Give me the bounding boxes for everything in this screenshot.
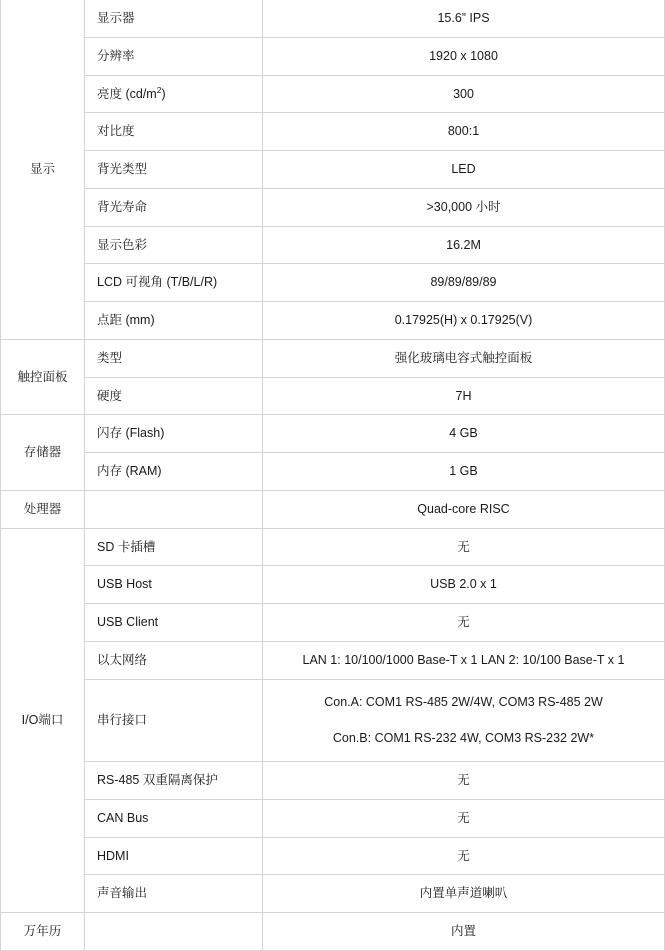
- spec-item-value: USB 2.0 x 1: [263, 566, 665, 604]
- table-row: [1, 113, 665, 151]
- table-row: [1, 75, 665, 113]
- spec-item-value: 16.2M: [263, 226, 665, 264]
- spec-value-line: Con.A: COM1 RS-485 2W/4W, COM3 RS-485 2W: [324, 694, 603, 709]
- spec-item-value: [263, 679, 665, 762]
- spec-item-label: 背光寿命: [85, 188, 263, 226]
- table-row: [1, 604, 665, 642]
- spec-item-label-tail: ): [161, 86, 166, 101]
- spec-item-label: [85, 913, 263, 951]
- spec-item-value: 强化玻璃电容式触控面板: [263, 339, 665, 377]
- table-row: [1, 151, 665, 189]
- spec-value-line: Con.B: COM1 RS-232 4W, COM3 RS-232 2W*: [332, 731, 595, 746]
- spec-item-label: HDMI: [85, 837, 263, 875]
- spec-item-label: RS-485 双重隔离保护: [85, 762, 263, 800]
- group-label-rtc: 万年历: [1, 913, 85, 951]
- table-row: [1, 837, 665, 875]
- table-row: [1, 528, 665, 566]
- table-row: [1, 679, 665, 762]
- spec-item-value: 15.6” IPS: [263, 0, 665, 37]
- spec-value-lines: [271, 684, 656, 758]
- table-row: [1, 339, 665, 377]
- spec-item-label: 背光类型: [85, 151, 263, 189]
- table-row: [1, 0, 665, 37]
- spec-item-label: SD 卡插槽: [85, 528, 263, 566]
- spec-item-value: 800:1: [263, 113, 665, 151]
- table-row: [1, 641, 665, 679]
- spec-item-value: LAN 1: 10/100/1000 Base-T x 1 LAN 2: 10/100 Base-T x 1: [263, 641, 665, 679]
- spec-item-label: 硬度: [85, 377, 263, 415]
- table-row: [1, 302, 665, 340]
- table-row: [1, 415, 665, 453]
- group-label-processor: 处理器: [1, 490, 85, 528]
- spec-item-label: 显示器: [85, 0, 263, 37]
- spec-item-label: USB Host: [85, 566, 263, 604]
- spec-item-label: 内存 (RAM): [85, 453, 263, 491]
- table-row: [1, 566, 665, 604]
- spec-item-label: 显示色彩: [85, 226, 263, 264]
- table-row: [1, 453, 665, 491]
- spec-item-value: LED: [263, 151, 665, 189]
- spec-item-label: 点距 (mm): [85, 302, 263, 340]
- spec-item-value: >30,000 小时: [263, 188, 665, 226]
- spec-item-value: 300: [263, 75, 665, 113]
- spec-item-label: 串行接口: [85, 679, 263, 762]
- spec-item-label: LCD 可视角 (T/B/L/R): [85, 264, 263, 302]
- spec-item-value: 4 GB: [263, 415, 665, 453]
- spec-item-value: 7H: [263, 377, 665, 415]
- spec-item-label-text: 亮度 (cd/m: [97, 86, 157, 101]
- spec-item-label: 对比度: [85, 113, 263, 151]
- spec-item-label: 闪存 (Flash): [85, 415, 263, 453]
- spec-item-value: 内置: [263, 913, 665, 951]
- spec-item-label: 以太网络: [85, 641, 263, 679]
- spec-item-label: USB Client: [85, 604, 263, 642]
- spec-item-value: 1920 x 1080: [263, 37, 665, 75]
- table-row: [1, 377, 665, 415]
- table-row: [1, 188, 665, 226]
- spec-item-value: 无: [263, 837, 665, 875]
- spec-item-label: 声音输出: [85, 875, 263, 913]
- spec-item-label-superscript: 2: [156, 84, 162, 95]
- group-label-display: 显示: [1, 0, 85, 339]
- table-row: [1, 37, 665, 75]
- spec-item-value: 无: [263, 799, 665, 837]
- group-label-touch-panel: 触控面板: [1, 339, 85, 415]
- spec-item-value: 0.17925(H) x 0.17925(V): [263, 302, 665, 340]
- spec-item-value: 无: [263, 528, 665, 566]
- spec-item-value: 内置单声道喇叭: [263, 875, 665, 913]
- table-row: [1, 490, 665, 528]
- table-row: [1, 875, 665, 913]
- spec-item-label: 分辨率: [85, 37, 263, 75]
- table-row: [1, 799, 665, 837]
- group-label-storage: 存储器: [1, 415, 85, 491]
- spec-item-value: 无: [263, 604, 665, 642]
- spec-item-label: 类型: [85, 339, 263, 377]
- spec-item-value: Quad-core RISC: [263, 490, 665, 528]
- spec-item-label: [85, 490, 263, 528]
- group-label-io-ports: I/O端口: [1, 528, 85, 913]
- table-row: [1, 226, 665, 264]
- table-row: [1, 762, 665, 800]
- spec-item-label: CAN Bus: [85, 799, 263, 837]
- spec-item-value: 1 GB: [263, 453, 665, 491]
- spec-item-label: [85, 75, 263, 113]
- spec-item-value: 无: [263, 762, 665, 800]
- table-row: [1, 264, 665, 302]
- spec-item-value: 89/89/89/89: [263, 264, 665, 302]
- table-row: [1, 913, 665, 951]
